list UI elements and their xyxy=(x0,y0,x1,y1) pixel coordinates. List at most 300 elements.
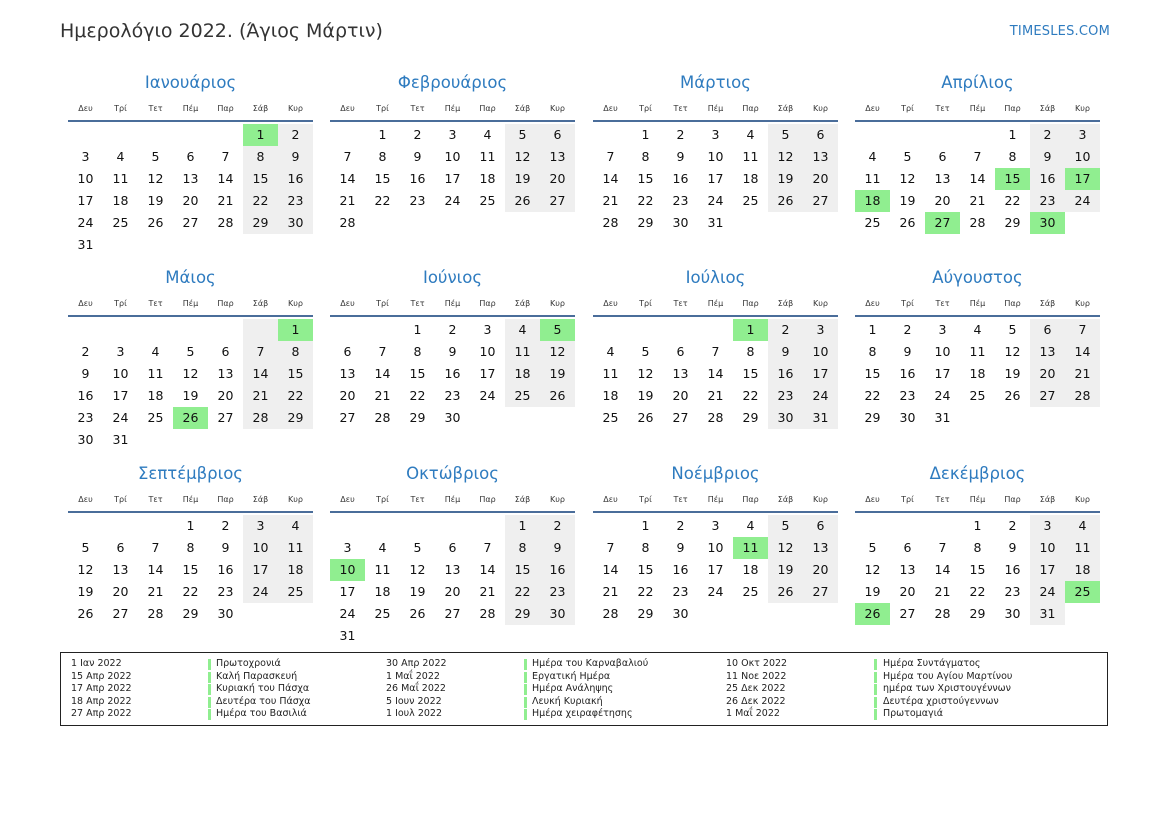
day-cell[interactable]: 10 xyxy=(479,344,496,359)
holiday-day-cell[interactable]: 30 xyxy=(1030,212,1065,234)
day-cell[interactable]: 10 xyxy=(243,537,278,559)
day-cell[interactable]: 3 xyxy=(448,127,457,142)
day-cell[interactable]: 29 xyxy=(969,606,986,621)
day-cell[interactable]: 6 xyxy=(186,149,195,164)
day-cell[interactable]: 19 xyxy=(409,584,426,599)
day-cell[interactable]: 21 xyxy=(243,385,278,407)
day-cell[interactable]: 30 xyxy=(278,212,313,234)
day-cell[interactable]: 15 xyxy=(969,562,986,577)
day-cell[interactable]: 29 xyxy=(409,410,426,425)
day-cell[interactable]: 3 xyxy=(1030,515,1065,537)
day-cell[interactable]: 24 xyxy=(803,385,838,407)
day-cell[interactable]: 16 xyxy=(899,366,916,381)
day-cell[interactable]: 4 xyxy=(151,344,160,359)
day-cell[interactable]: 6 xyxy=(1030,319,1065,341)
day-cell[interactable]: 2 xyxy=(448,322,457,337)
day-cell[interactable]: 21 xyxy=(147,584,164,599)
day-cell[interactable]: 3 xyxy=(803,319,838,341)
holiday-day-cell[interactable]: 27 xyxy=(925,212,960,234)
day-cell[interactable]: 17 xyxy=(444,171,461,186)
day-cell[interactable]: 3 xyxy=(483,322,492,337)
day-cell[interactable]: 6 xyxy=(116,540,125,555)
day-cell[interactable]: 2 xyxy=(676,127,685,142)
day-cell[interactable]: 20 xyxy=(540,168,575,190)
day-cell[interactable]: 11 xyxy=(969,344,986,359)
day-cell[interactable]: 28 xyxy=(602,215,619,230)
day-cell[interactable]: 6 xyxy=(343,344,352,359)
brand-link[interactable]: TIMESLES.COM xyxy=(1009,24,1110,39)
day-cell[interactable]: 18 xyxy=(112,193,129,208)
day-cell[interactable]: 20 xyxy=(182,193,199,208)
day-cell[interactable]: 26 xyxy=(899,215,916,230)
day-cell[interactable]: 29 xyxy=(243,212,278,234)
day-cell[interactable]: 22 xyxy=(637,193,654,208)
day-cell[interactable]: 24 xyxy=(112,410,129,425)
day-cell[interactable]: 24 xyxy=(77,215,94,230)
day-cell[interactable]: 15 xyxy=(409,366,426,381)
day-cell[interactable]: 2 xyxy=(768,319,803,341)
day-cell[interactable]: 11 xyxy=(479,149,496,164)
day-cell[interactable]: 23 xyxy=(672,193,689,208)
day-cell[interactable]: 24 xyxy=(339,606,356,621)
day-cell[interactable]: 18 xyxy=(374,584,391,599)
day-cell[interactable]: 8 xyxy=(746,344,755,359)
day-cell[interactable]: 7 xyxy=(973,149,982,164)
day-cell[interactable]: 16 xyxy=(1030,168,1065,190)
day-cell[interactable]: 12 xyxy=(409,562,426,577)
day-cell[interactable]: 1 xyxy=(973,518,982,533)
day-cell[interactable]: 13 xyxy=(112,562,129,577)
day-cell[interactable]: 31 xyxy=(77,237,94,252)
day-cell[interactable]: 8 xyxy=(1008,149,1017,164)
day-cell[interactable]: 2 xyxy=(278,124,313,146)
day-cell[interactable]: 3 xyxy=(711,518,720,533)
day-cell[interactable]: 11 xyxy=(1065,537,1100,559)
day-cell[interactable]: 11 xyxy=(505,341,540,363)
day-cell[interactable]: 30 xyxy=(768,407,803,429)
day-cell[interactable]: 19 xyxy=(540,363,575,385)
day-cell[interactable]: 11 xyxy=(602,366,619,381)
day-cell[interactable]: 4 xyxy=(746,518,755,533)
day-cell[interactable]: 2 xyxy=(81,344,90,359)
day-cell[interactable]: 30 xyxy=(1004,606,1021,621)
day-cell[interactable]: 3 xyxy=(711,127,720,142)
day-cell[interactable]: 12 xyxy=(77,562,94,577)
day-cell[interactable]: 27 xyxy=(672,410,689,425)
day-cell[interactable]: 22 xyxy=(374,193,391,208)
day-cell[interactable]: 13 xyxy=(182,171,199,186)
day-cell[interactable]: 19 xyxy=(768,559,803,581)
day-cell[interactable]: 12 xyxy=(147,171,164,186)
day-cell[interactable]: 1 xyxy=(641,127,650,142)
day-cell[interactable]: 1 xyxy=(641,518,650,533)
day-cell[interactable]: 15 xyxy=(864,366,881,381)
holiday-day-cell[interactable]: 18 xyxy=(855,190,890,212)
day-cell[interactable]: 12 xyxy=(182,366,199,381)
day-cell[interactable]: 26 xyxy=(77,606,94,621)
day-cell[interactable]: 15 xyxy=(182,562,199,577)
day-cell[interactable]: 7 xyxy=(1065,319,1100,341)
day-cell[interactable]: 14 xyxy=(1065,341,1100,363)
day-cell[interactable]: 1 xyxy=(1008,127,1017,142)
day-cell[interactable]: 20 xyxy=(803,168,838,190)
day-cell[interactable]: 9 xyxy=(1008,540,1017,555)
day-cell[interactable]: 29 xyxy=(1004,215,1021,230)
day-cell[interactable]: 13 xyxy=(672,366,689,381)
day-cell[interactable]: 2 xyxy=(903,322,912,337)
day-cell[interactable]: 6 xyxy=(803,124,838,146)
day-cell[interactable]: 9 xyxy=(768,341,803,363)
day-cell[interactable]: 16 xyxy=(540,559,575,581)
day-cell[interactable]: 23 xyxy=(444,388,461,403)
day-cell[interactable]: 23 xyxy=(1030,190,1065,212)
day-cell[interactable]: 14 xyxy=(934,562,951,577)
day-cell[interactable]: 5 xyxy=(903,149,912,164)
day-cell[interactable]: 16 xyxy=(409,171,426,186)
day-cell[interactable]: 12 xyxy=(1004,344,1021,359)
day-cell[interactable]: 18 xyxy=(278,559,313,581)
day-cell[interactable]: 27 xyxy=(540,190,575,212)
day-cell[interactable]: 17 xyxy=(1030,559,1065,581)
day-cell[interactable]: 28 xyxy=(707,410,724,425)
day-cell[interactable]: 27 xyxy=(444,606,461,621)
day-cell[interactable]: 15 xyxy=(243,168,278,190)
day-cell[interactable]: 9 xyxy=(221,540,230,555)
day-cell[interactable]: 26 xyxy=(1004,388,1021,403)
day-cell[interactable]: 5 xyxy=(868,540,877,555)
day-cell[interactable]: 27 xyxy=(899,606,916,621)
day-cell[interactable]: 2 xyxy=(676,518,685,533)
day-cell[interactable]: 13 xyxy=(339,366,356,381)
day-cell[interactable]: 30 xyxy=(444,410,461,425)
day-cell[interactable]: 8 xyxy=(973,540,982,555)
day-cell[interactable]: 25 xyxy=(112,215,129,230)
day-cell[interactable]: 27 xyxy=(217,410,234,425)
day-cell[interactable]: 31 xyxy=(112,432,129,447)
day-cell[interactable]: 6 xyxy=(938,149,947,164)
day-cell[interactable]: 24 xyxy=(444,193,461,208)
day-cell[interactable]: 13 xyxy=(803,537,838,559)
day-cell[interactable]: 13 xyxy=(934,171,951,186)
day-cell[interactable]: 3 xyxy=(81,149,90,164)
day-cell[interactable]: 18 xyxy=(602,388,619,403)
day-cell[interactable]: 8 xyxy=(243,146,278,168)
day-cell[interactable]: 24 xyxy=(1065,190,1100,212)
day-cell[interactable]: 5 xyxy=(413,540,422,555)
day-cell[interactable]: 8 xyxy=(186,540,195,555)
day-cell[interactable]: 12 xyxy=(637,366,654,381)
day-cell[interactable]: 12 xyxy=(768,537,803,559)
day-cell[interactable]: 30 xyxy=(899,410,916,425)
day-cell[interactable]: 6 xyxy=(903,540,912,555)
day-cell[interactable]: 9 xyxy=(676,540,685,555)
day-cell[interactable]: 15 xyxy=(637,562,654,577)
day-cell[interactable]: 9 xyxy=(81,366,90,381)
day-cell[interactable]: 17 xyxy=(479,366,496,381)
day-cell[interactable]: 27 xyxy=(182,215,199,230)
day-cell[interactable]: 28 xyxy=(374,410,391,425)
day-cell[interactable]: 11 xyxy=(112,171,129,186)
day-cell[interactable]: 22 xyxy=(182,584,199,599)
day-cell[interactable]: 27 xyxy=(1030,385,1065,407)
holiday-day-cell[interactable]: 1 xyxy=(733,319,768,341)
day-cell[interactable]: 21 xyxy=(217,193,234,208)
day-cell[interactable]: 28 xyxy=(602,606,619,621)
day-cell[interactable]: 3 xyxy=(243,515,278,537)
day-cell[interactable]: 3 xyxy=(1065,124,1100,146)
day-cell[interactable]: 16 xyxy=(672,171,689,186)
day-cell[interactable]: 18 xyxy=(742,562,759,577)
day-cell[interactable]: 23 xyxy=(899,388,916,403)
day-cell[interactable]: 16 xyxy=(672,562,689,577)
day-cell[interactable]: 9 xyxy=(1030,146,1065,168)
day-cell[interactable]: 15 xyxy=(637,171,654,186)
day-cell[interactable]: 19 xyxy=(637,388,654,403)
day-cell[interactable]: 10 xyxy=(707,149,724,164)
day-cell[interactable]: 1 xyxy=(186,518,195,533)
day-cell[interactable]: 23 xyxy=(672,584,689,599)
day-cell[interactable]: 14 xyxy=(374,366,391,381)
day-cell[interactable]: 30 xyxy=(672,215,689,230)
day-cell[interactable]: 10 xyxy=(707,540,724,555)
day-cell[interactable]: 21 xyxy=(707,388,724,403)
day-cell[interactable]: 8 xyxy=(278,341,313,363)
day-cell[interactable]: 26 xyxy=(147,215,164,230)
day-cell[interactable]: 28 xyxy=(479,606,496,621)
day-cell[interactable]: 25 xyxy=(864,215,881,230)
day-cell[interactable]: 13 xyxy=(1030,341,1065,363)
day-cell[interactable]: 7 xyxy=(221,149,230,164)
day-cell[interactable]: 8 xyxy=(378,149,387,164)
day-cell[interactable]: 23 xyxy=(409,193,426,208)
day-cell[interactable]: 10 xyxy=(1030,537,1065,559)
day-cell[interactable]: 2 xyxy=(540,515,575,537)
day-cell[interactable]: 21 xyxy=(1065,363,1100,385)
day-cell[interactable]: 17 xyxy=(707,562,724,577)
day-cell[interactable]: 22 xyxy=(742,388,759,403)
day-cell[interactable]: 3 xyxy=(116,344,125,359)
day-cell[interactable]: 19 xyxy=(899,193,916,208)
day-cell[interactable]: 21 xyxy=(479,584,496,599)
day-cell[interactable]: 22 xyxy=(1004,193,1021,208)
day-cell[interactable]: 6 xyxy=(540,124,575,146)
day-cell[interactable]: 28 xyxy=(1065,385,1100,407)
day-cell[interactable]: 17 xyxy=(339,584,356,599)
holiday-day-cell[interactable]: 15 xyxy=(995,168,1030,190)
day-cell[interactable]: 13 xyxy=(803,146,838,168)
day-cell[interactable]: 30 xyxy=(540,603,575,625)
day-cell[interactable]: 18 xyxy=(479,171,496,186)
day-cell[interactable]: 4 xyxy=(505,319,540,341)
day-cell[interactable]: 17 xyxy=(707,171,724,186)
day-cell[interactable]: 24 xyxy=(479,388,496,403)
day-cell[interactable]: 30 xyxy=(77,432,94,447)
day-cell[interactable]: 14 xyxy=(339,171,356,186)
day-cell[interactable]: 20 xyxy=(672,388,689,403)
day-cell[interactable]: 19 xyxy=(768,168,803,190)
day-cell[interactable]: 29 xyxy=(505,603,540,625)
day-cell[interactable]: 20 xyxy=(934,193,951,208)
day-cell[interactable]: 31 xyxy=(339,628,356,643)
day-cell[interactable]: 28 xyxy=(969,215,986,230)
day-cell[interactable]: 4 xyxy=(1065,515,1100,537)
day-cell[interactable]: 15 xyxy=(374,171,391,186)
holiday-day-cell[interactable]: 5 xyxy=(540,319,575,341)
day-cell[interactable]: 14 xyxy=(602,171,619,186)
day-cell[interactable]: 10 xyxy=(803,341,838,363)
day-cell[interactable]: 23 xyxy=(77,410,94,425)
day-cell[interactable]: 14 xyxy=(217,171,234,186)
day-cell[interactable]: 4 xyxy=(868,149,877,164)
day-cell[interactable]: 8 xyxy=(868,344,877,359)
day-cell[interactable]: 17 xyxy=(934,366,951,381)
day-cell[interactable]: 22 xyxy=(505,581,540,603)
holiday-day-cell[interactable]: 26 xyxy=(855,603,890,625)
day-cell[interactable]: 8 xyxy=(641,149,650,164)
holiday-day-cell[interactable]: 26 xyxy=(173,407,208,429)
day-cell[interactable]: 16 xyxy=(77,388,94,403)
day-cell[interactable]: 7 xyxy=(378,344,387,359)
day-cell[interactable]: 29 xyxy=(742,410,759,425)
day-cell[interactable]: 2 xyxy=(1008,518,1017,533)
day-cell[interactable]: 28 xyxy=(339,215,356,230)
day-cell[interactable]: 29 xyxy=(637,606,654,621)
day-cell[interactable]: 6 xyxy=(221,344,230,359)
day-cell[interactable]: 3 xyxy=(343,540,352,555)
day-cell[interactable]: 29 xyxy=(864,410,881,425)
holiday-day-cell[interactable]: 10 xyxy=(330,559,365,581)
day-cell[interactable]: 11 xyxy=(147,366,164,381)
day-cell[interactable]: 11 xyxy=(374,562,391,577)
day-cell[interactable]: 16 xyxy=(768,363,803,385)
day-cell[interactable]: 5 xyxy=(768,124,803,146)
day-cell[interactable]: 20 xyxy=(339,388,356,403)
day-cell[interactable]: 8 xyxy=(641,540,650,555)
day-cell[interactable]: 1 xyxy=(868,322,877,337)
day-cell[interactable]: 7 xyxy=(483,540,492,555)
day-cell[interactable]: 10 xyxy=(1065,146,1100,168)
day-cell[interactable]: 12 xyxy=(899,171,916,186)
day-cell[interactable]: 25 xyxy=(278,581,313,603)
day-cell[interactable]: 21 xyxy=(602,584,619,599)
day-cell[interactable]: 26 xyxy=(505,190,540,212)
day-cell[interactable]: 26 xyxy=(540,385,575,407)
day-cell[interactable]: 12 xyxy=(505,146,540,168)
day-cell[interactable]: 26 xyxy=(768,190,803,212)
day-cell[interactable]: 19 xyxy=(182,388,199,403)
day-cell[interactable]: 28 xyxy=(147,606,164,621)
day-cell[interactable]: 23 xyxy=(278,190,313,212)
day-cell[interactable]: 16 xyxy=(444,366,461,381)
day-cell[interactable]: 7 xyxy=(606,540,615,555)
day-cell[interactable]: 27 xyxy=(112,606,129,621)
day-cell[interactable]: 27 xyxy=(339,410,356,425)
day-cell[interactable]: 9 xyxy=(676,149,685,164)
day-cell[interactable]: 19 xyxy=(505,168,540,190)
day-cell[interactable]: 25 xyxy=(479,193,496,208)
day-cell[interactable]: 25 xyxy=(374,606,391,621)
day-cell[interactable]: 2 xyxy=(1030,124,1065,146)
day-cell[interactable]: 28 xyxy=(217,215,234,230)
day-cell[interactable]: 11 xyxy=(864,171,881,186)
day-cell[interactable]: 19 xyxy=(77,584,94,599)
day-cell[interactable]: 30 xyxy=(217,606,234,621)
day-cell[interactable]: 9 xyxy=(903,344,912,359)
day-cell[interactable]: 4 xyxy=(973,322,982,337)
day-cell[interactable]: 26 xyxy=(409,606,426,621)
day-cell[interactable]: 20 xyxy=(217,388,234,403)
day-cell[interactable]: 12 xyxy=(540,341,575,363)
day-cell[interactable]: 20 xyxy=(444,584,461,599)
day-cell[interactable]: 22 xyxy=(969,584,986,599)
holiday-day-cell[interactable]: 17 xyxy=(1065,168,1100,190)
day-cell[interactable]: 23 xyxy=(1004,584,1021,599)
day-cell[interactable]: 25 xyxy=(505,385,540,407)
day-cell[interactable]: 1 xyxy=(505,515,540,537)
holiday-day-cell[interactable]: 25 xyxy=(1065,581,1100,603)
day-cell[interactable]: 25 xyxy=(742,193,759,208)
day-cell[interactable]: 4 xyxy=(278,515,313,537)
day-cell[interactable]: 5 xyxy=(151,149,160,164)
day-cell[interactable]: 13 xyxy=(444,562,461,577)
day-cell[interactable]: 4 xyxy=(116,149,125,164)
day-cell[interactable]: 4 xyxy=(483,127,492,142)
day-cell[interactable]: 10 xyxy=(934,344,951,359)
day-cell[interactable]: 9 xyxy=(413,149,422,164)
day-cell[interactable]: 13 xyxy=(899,562,916,577)
day-cell[interactable]: 16 xyxy=(278,168,313,190)
day-cell[interactable]: 14 xyxy=(602,562,619,577)
day-cell[interactable]: 5 xyxy=(1008,322,1017,337)
day-cell[interactable]: 20 xyxy=(1030,363,1065,385)
day-cell[interactable]: 5 xyxy=(641,344,650,359)
holiday-day-cell[interactable]: 11 xyxy=(733,537,768,559)
day-cell[interactable]: 7 xyxy=(938,540,947,555)
day-cell[interactable]: 7 xyxy=(243,341,278,363)
day-cell[interactable]: 1 xyxy=(413,322,422,337)
day-cell[interactable]: 14 xyxy=(479,562,496,577)
day-cell[interactable]: 14 xyxy=(243,363,278,385)
day-cell[interactable]: 24 xyxy=(707,193,724,208)
day-cell[interactable]: 31 xyxy=(934,410,951,425)
day-cell[interactable]: 17 xyxy=(77,193,94,208)
day-cell[interactable]: 7 xyxy=(343,149,352,164)
day-cell[interactable]: 3 xyxy=(938,322,947,337)
day-cell[interactable]: 30 xyxy=(672,606,689,621)
day-cell[interactable]: 22 xyxy=(278,385,313,407)
day-cell[interactable]: 11 xyxy=(278,537,313,559)
day-cell[interactable]: 5 xyxy=(81,540,90,555)
day-cell[interactable]: 1 xyxy=(378,127,387,142)
day-cell[interactable]: 25 xyxy=(147,410,164,425)
day-cell[interactable]: 11 xyxy=(742,149,759,164)
day-cell[interactable]: 19 xyxy=(1004,366,1021,381)
day-cell[interactable]: 12 xyxy=(768,146,803,168)
day-cell[interactable]: 24 xyxy=(1030,581,1065,603)
day-cell[interactable]: 17 xyxy=(243,559,278,581)
day-cell[interactable]: 6 xyxy=(448,540,457,555)
day-cell[interactable]: 24 xyxy=(243,581,278,603)
day-cell[interactable]: 22 xyxy=(637,584,654,599)
day-cell[interactable]: 13 xyxy=(217,366,234,381)
day-cell[interactable]: 20 xyxy=(112,584,129,599)
day-cell[interactable]: 29 xyxy=(637,215,654,230)
day-cell[interactable]: 19 xyxy=(864,584,881,599)
day-cell[interactable]: 8 xyxy=(413,344,422,359)
day-cell[interactable]: 24 xyxy=(934,388,951,403)
day-cell[interactable]: 21 xyxy=(339,193,356,208)
day-cell[interactable]: 14 xyxy=(707,366,724,381)
